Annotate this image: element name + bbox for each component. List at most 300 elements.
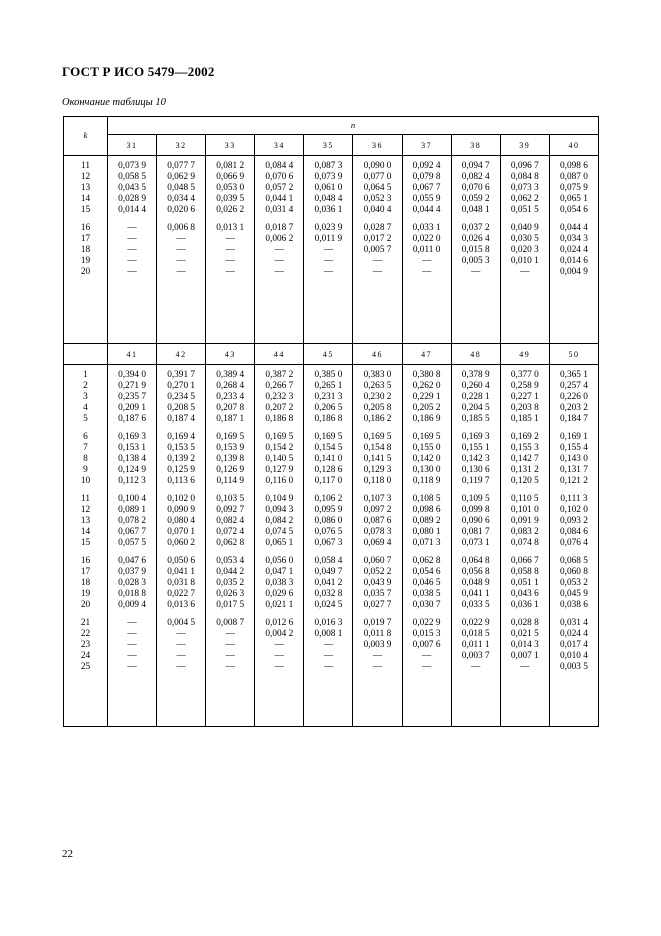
table-cell-value: — (225, 640, 235, 650)
table-cell-value: 0,080 4 (167, 516, 196, 526)
table-cell-value: 0,082 4 (461, 172, 490, 182)
table-cell-value: 0,226 0 (559, 392, 588, 402)
n-header (108, 117, 599, 135)
table-cell-value: — (323, 640, 334, 650)
table-cell-value: — (471, 267, 481, 277)
table-cell-value: 0,041 1 (461, 589, 490, 599)
table-cell-value: 0,007 1 (510, 651, 539, 661)
group-gap (255, 216, 303, 223)
table-cell-value: 0,141 5 (363, 454, 392, 464)
k-value: 16 (80, 223, 91, 233)
n-value-header: 35 (304, 135, 353, 156)
group-gap (403, 549, 451, 556)
table-cell-value: 0,125 9 (167, 465, 196, 475)
group-gap (550, 549, 598, 556)
table-cell-value: — (225, 662, 235, 672)
n-value-header: 43 (206, 344, 255, 365)
table-cell-value: 0,130 6 (461, 465, 490, 475)
table-cell-value: 0,142 7 (510, 454, 539, 464)
table-cell-value: 0,052 2 (363, 567, 392, 577)
table-cell-value: 0,184 7 (559, 414, 588, 424)
table-cell-value: — (127, 234, 137, 244)
table-cell-value: 0,104 9 (265, 494, 294, 504)
table-cell-value: 0,034 3 (559, 234, 588, 244)
group-gap (501, 216, 549, 223)
group-gap (108, 611, 156, 618)
table-cell-value: 0,119 7 (461, 476, 490, 486)
n-value-header: 47 (402, 344, 451, 365)
table-cell-value: 0,003 7 (461, 651, 490, 661)
k-spacer-cell (64, 344, 108, 365)
table-cell-value: 0,186 9 (412, 414, 441, 424)
table-cell-value: 0,142 0 (412, 454, 441, 464)
k-value: 4 (83, 403, 88, 413)
value-column (255, 156, 304, 344)
table-cell-value: — (127, 640, 137, 650)
group-gap (501, 549, 549, 556)
table-cell-value: 0,116 0 (265, 476, 294, 486)
value-column (304, 156, 353, 344)
group-gap (353, 611, 401, 618)
table-cell-value: 0,090 9 (167, 505, 196, 515)
table-cell-value: 0,076 5 (314, 527, 343, 537)
table-cell-value: — (176, 267, 186, 277)
table-cell-value: 0,169 3 (118, 432, 146, 442)
table-cell-value: — (274, 256, 284, 266)
table-cell-value: 0,068 5 (559, 556, 588, 566)
table-cell-value: 0,047 1 (265, 567, 294, 577)
table-cell-value: 0,106 2 (314, 494, 343, 504)
table-cell-value: 0,011 8 (363, 629, 392, 639)
table-cell-value: 0,378 9 (461, 370, 490, 380)
table-cell-value: 0,048 9 (461, 578, 490, 588)
table-cell-value: — (127, 651, 137, 661)
table-cell-value: — (225, 651, 235, 661)
table-cell-value: 0,130 0 (412, 465, 441, 475)
table-cell-value: — (225, 256, 235, 266)
table-cell-value: 0,169 3 (461, 432, 490, 442)
table-cell-value: 0,233 4 (216, 392, 245, 402)
k-value: 6 (83, 432, 88, 442)
table-cell-value: 0,169 5 (412, 432, 441, 442)
table-cell-value: 0,045 9 (559, 589, 588, 599)
table-cell-value: 0,066 7 (510, 556, 539, 566)
k-value: 14 (80, 527, 91, 537)
table-cell-value: 0,155 3 (510, 443, 539, 453)
table-cell-value: 0,153 9 (216, 443, 245, 453)
table-cell-value: 0,098 6 (559, 161, 588, 171)
table-cell-value: 0,024 5 (314, 600, 343, 610)
group-gap (206, 611, 254, 618)
table-cell-value: 0,079 8 (412, 172, 441, 182)
table-cell-value: 0,043 6 (510, 589, 539, 599)
table-cell-value: 0,026 2 (216, 205, 245, 215)
k-value: 9 (83, 465, 88, 475)
table-cell-value: 0,169 5 (363, 432, 392, 442)
group-gap (206, 487, 254, 494)
table-cell-value: 0,037 2 (461, 223, 490, 233)
table-cell-value: 0,070 6 (461, 183, 490, 193)
table-cell-value: 0,154 2 (265, 443, 294, 453)
table-cell-value: 0,048 1 (461, 205, 490, 215)
k-value: 8 (83, 454, 88, 464)
table-cell-value: 0,087 3 (314, 161, 343, 171)
table-cell-value: 0,089 1 (118, 505, 146, 515)
table-cell-value: 0,027 7 (363, 600, 392, 610)
table-cell-value: — (421, 651, 432, 661)
k-value: 24 (80, 651, 91, 661)
table-cell-value: 0,109 5 (461, 494, 490, 504)
table-cell-value: — (176, 256, 186, 266)
table-cell-value: 0,032 8 (314, 589, 343, 599)
table-cell-value: — (372, 651, 383, 661)
table-cell-value: 0,050 6 (167, 556, 196, 566)
table-cell-value: 0,205 2 (412, 403, 441, 413)
n-value-header: 33 (206, 135, 255, 156)
table-cell-value: 0,026 3 (216, 589, 245, 599)
table-cell-value: 0,102 0 (559, 505, 588, 515)
table-cell-value: 0,044 1 (265, 194, 294, 204)
group-gap (255, 425, 303, 432)
group-gap (108, 425, 156, 432)
table-cell-value: 0,022 9 (461, 618, 490, 628)
n-label: n (350, 120, 356, 130)
k-value: 13 (80, 183, 91, 193)
table-cell-value: 0,010 4 (559, 651, 588, 661)
table-cell-value: 0,081 2 (216, 161, 245, 171)
table-cell-value: 0,128 6 (314, 465, 343, 475)
table-cell-value: — (421, 267, 432, 277)
table-cell-value: 0,003 9 (363, 640, 392, 650)
table-cell-value: 0,034 4 (167, 194, 196, 204)
group-gap (206, 425, 254, 432)
table-cell-value: 0,084 2 (265, 516, 294, 526)
table-cell-value: 0,087 0 (559, 172, 588, 182)
table-cell-value: 0,097 2 (363, 505, 392, 515)
table-cell-value: 0,099 8 (461, 505, 490, 515)
table-cell-value: 0,208 5 (167, 403, 196, 413)
group-gap (64, 549, 107, 556)
table-cell-value: 0,035 2 (216, 578, 245, 588)
table-cell-value: 0,062 9 (167, 172, 196, 182)
table-cell-value: 0,092 7 (216, 505, 245, 515)
table-cell-value: — (127, 245, 137, 255)
table-cell-value: 0,036 1 (314, 205, 343, 215)
group-gap (550, 425, 598, 432)
table-cell-value: 0,062 8 (412, 556, 441, 566)
group-gap (452, 216, 500, 223)
table-cell-value: 0,051 5 (510, 205, 539, 215)
table-cell-value: 0,022 0 (412, 234, 441, 244)
table-cell-value: 0,124 9 (118, 465, 146, 475)
table-cell-value: — (520, 662, 530, 672)
table-cell-value: 0,053 0 (216, 183, 245, 193)
table-cell-value: 0,101 0 (510, 505, 539, 515)
table-cell-value: 0,035 7 (363, 589, 392, 599)
table-cell-value: 0,029 6 (265, 589, 294, 599)
table-cell-value: 0,383 0 (363, 370, 392, 380)
table-cell-value: 0,185 1 (510, 414, 539, 424)
table-cell-value: 0,018 7 (265, 223, 294, 233)
table-cell-value: 0,003 5 (559, 662, 588, 672)
group-gap (255, 611, 303, 618)
group-gap (501, 487, 549, 494)
table-cell-value: 0,048 5 (167, 183, 196, 193)
table-cell-value: — (274, 245, 284, 255)
table-cell-value: 0,112 3 (118, 476, 146, 486)
table-cell-value: 0,169 5 (265, 432, 294, 442)
table-cell-value: 0,074 8 (510, 538, 539, 548)
table-cell-value: 0,036 1 (510, 600, 539, 610)
table-cell-value: 0,207 8 (216, 403, 245, 413)
k-value: 19 (80, 256, 91, 266)
table-cell-value: 0,186 8 (314, 414, 343, 424)
table-cell-value: 0,169 1 (559, 432, 588, 442)
table-cell-value: 0,057 5 (118, 538, 146, 548)
table-cell-value: 0,080 1 (412, 527, 441, 537)
table-cell-value: 0,028 3 (118, 578, 146, 588)
n-header-row (64, 117, 599, 135)
table-cell-value: 0,187 1 (216, 414, 245, 424)
table-cell-value: 0,048 4 (314, 194, 343, 204)
group-gap (157, 216, 205, 223)
table-cell-value: 0,127 9 (265, 465, 294, 475)
table-cell-value: 0,096 7 (510, 161, 539, 171)
table-cell-value: 0,009 4 (118, 600, 146, 610)
n-value-header: 48 (451, 344, 500, 365)
table-cell-value: 0,187 4 (167, 414, 196, 424)
table-cell-value: 0,141 0 (314, 454, 343, 464)
table-cell-value: 0,005 3 (461, 256, 490, 266)
block1-values-row (64, 156, 599, 344)
group-gap (452, 549, 500, 556)
table-cell-value: 0,131 7 (559, 465, 588, 475)
table-cell-value: 0,206 5 (314, 403, 343, 413)
table-cell-value: 0,086 0 (314, 516, 343, 526)
table-cell-value: 0,081 7 (461, 527, 490, 537)
table-cell-value: 0,043 5 (118, 183, 146, 193)
table-cell-value: — (471, 662, 481, 672)
table-cell-value: 0,061 0 (314, 183, 343, 193)
value-column (304, 365, 353, 727)
group-gap (452, 425, 500, 432)
table-cell-value: 0,209 1 (118, 403, 146, 413)
table-cell-value: 0,077 0 (363, 172, 392, 182)
table-cell-value: 0,062 8 (216, 538, 245, 548)
table-cell-value: 0,117 0 (314, 476, 343, 486)
value-column (451, 365, 500, 727)
table-cell-value: 0,053 4 (216, 556, 245, 566)
table-cell-value: 0,044 4 (559, 223, 588, 233)
table-cell-value: 0,013 1 (216, 223, 245, 233)
table-cell-value: 0,039 5 (216, 194, 245, 204)
table-cell-value: 0,092 4 (412, 161, 441, 171)
table-cell-value: 0,014 6 (559, 256, 588, 266)
group-gap (304, 487, 352, 494)
table-cell-value: — (127, 662, 137, 672)
table-cell-value: 0,057 2 (265, 183, 294, 193)
table-cell-value: 0,084 4 (265, 161, 294, 171)
table-cell-value: 0,229 1 (412, 392, 441, 402)
table-cell-value: 0,065 1 (559, 194, 588, 204)
table-cell-value: 0,380 8 (412, 370, 441, 380)
table-cell-value: 0,004 2 (265, 629, 294, 639)
value-column (500, 156, 549, 344)
table-cell-value: 0,078 2 (118, 516, 146, 526)
group-gap (403, 611, 451, 618)
group-gap (403, 425, 451, 432)
group-gap (452, 611, 500, 618)
k-value: 21 (80, 618, 91, 628)
table-cell-value: 0,053 2 (559, 578, 588, 588)
table-cell-value: 0,012 6 (265, 618, 294, 628)
table-cell-value: 0,075 9 (559, 183, 588, 193)
table-cell-value: — (274, 640, 284, 650)
table-cell-value: 0,006 8 (167, 223, 196, 233)
table-cell-value: 0,203 2 (559, 403, 588, 413)
k-value: 10 (80, 476, 91, 486)
n-value-header: 36 (353, 135, 402, 156)
table-cell-value: 0,121 2 (559, 476, 588, 486)
table-cell-value: — (323, 245, 334, 255)
n-value-header: 31 (108, 135, 157, 156)
table-cell-value: — (127, 256, 137, 266)
k-value: 18 (80, 245, 91, 255)
value-column (157, 365, 206, 727)
group-gap (550, 611, 598, 618)
table-cell-value: 0,082 4 (216, 516, 245, 526)
table-cell-value: 0,021 5 (510, 629, 539, 639)
table-cell-value: 0,262 0 (412, 381, 441, 391)
table-cell-value: 0,083 2 (510, 527, 539, 537)
n-value-header: 38 (451, 135, 500, 156)
table-cell-value: — (176, 640, 186, 650)
k-value: 11 (81, 494, 90, 504)
table-cell-value: 0,017 2 (363, 234, 392, 244)
group-gap (353, 216, 401, 223)
table-cell-value: 0,118 9 (412, 476, 441, 486)
table-cell-value: — (323, 662, 334, 672)
table-cell-value: 0,266 7 (265, 381, 294, 391)
group-gap (206, 216, 254, 223)
table-cell-value: — (225, 629, 235, 639)
table-cell-value: 0,067 7 (118, 527, 146, 537)
table-cell-value: 0,064 8 (461, 556, 490, 566)
table-cell-value: 0,203 8 (510, 403, 539, 413)
k-value: 13 (80, 516, 91, 526)
table-cell-value: 0,037 9 (118, 567, 146, 577)
table-cell-value: 0,154 8 (363, 443, 392, 453)
table-cell-value: 0,005 7 (363, 245, 392, 255)
k-value: 20 (80, 267, 91, 277)
table-cell-value: 0,095 9 (314, 505, 343, 515)
table-cell-value: 0,169 5 (216, 432, 245, 442)
table-cell-value: — (127, 223, 137, 233)
table-cell-value: 0,038 5 (412, 589, 441, 599)
table-cell-value: 0,041 2 (314, 578, 343, 588)
value-column (402, 156, 451, 344)
table-cell-value: — (323, 256, 334, 266)
table-cell-value: 0,187 6 (118, 414, 146, 424)
n-value-header: 40 (549, 135, 598, 156)
table-cell-value: 0,040 4 (363, 205, 392, 215)
table-cell-value: 0,154 5 (314, 443, 343, 453)
table-cell-value: 0,030 7 (412, 600, 441, 610)
n-value-header: 49 (500, 344, 549, 365)
group-gap (157, 425, 205, 432)
document-title: ГОСТ Р ИСО 5479—2002 (62, 64, 215, 79)
table-cell-value: 0,019 7 (363, 618, 392, 628)
table-cell-value: 0,142 3 (461, 454, 490, 464)
group-gap (304, 611, 352, 618)
table-cell-value: 0,054 6 (412, 567, 441, 577)
k-value: 15 (80, 205, 91, 215)
k-value: 25 (80, 662, 91, 672)
table-cell-value: 0,377 0 (510, 370, 539, 380)
table-cell-value: 0,169 5 (314, 432, 343, 442)
table-cell-value: 0,031 4 (559, 618, 588, 628)
table-cell-value: 0,013 6 (167, 600, 196, 610)
table-cell-value: 0,044 2 (216, 567, 245, 577)
k-value: 23 (80, 640, 91, 650)
table-cell-value: 0,271 9 (118, 381, 146, 391)
group-gap (353, 549, 401, 556)
k-column (64, 365, 108, 727)
table-cell-value: — (127, 629, 137, 639)
table-cell-value: 0,260 4 (461, 381, 490, 391)
table-cell-value: 0,059 2 (461, 194, 490, 204)
group-gap (403, 216, 451, 223)
table-cell-value: 0,033 5 (461, 600, 490, 610)
table-cell-value: — (274, 651, 284, 661)
group-gap (157, 487, 205, 494)
table-cell-value: 0,073 1 (461, 538, 490, 548)
table-cell-value: 0,018 5 (461, 629, 490, 639)
page-number: 22 (62, 848, 73, 860)
group-gap (157, 611, 205, 618)
table-cell-value: 0,234 5 (167, 392, 196, 402)
value-column (108, 156, 157, 344)
group-gap (403, 487, 451, 494)
table-cell-value: 0,110 5 (511, 494, 539, 504)
table-cell-value: 0,270 1 (167, 381, 196, 391)
table-cell-value: 0,067 7 (412, 183, 441, 193)
table-cell-value: 0,138 4 (118, 454, 146, 464)
group-gap (353, 425, 401, 432)
table-cell-value: 0,023 9 (314, 223, 343, 233)
table-cell-value: — (225, 234, 235, 244)
table-cell-value: 0,058 5 (118, 172, 146, 182)
table-cell-value: 0,058 8 (510, 567, 539, 577)
table-cell-value: 0,076 4 (559, 538, 588, 548)
table-cell-value: 0,004 5 (167, 618, 196, 628)
table-cell-value: — (372, 256, 383, 266)
table-cell-value: 0,020 6 (167, 205, 196, 215)
table-cell-value: 0,056 0 (265, 556, 294, 566)
table-cell-value: 0,258 9 (510, 381, 539, 391)
k-value: 15 (80, 538, 91, 548)
group-gap (108, 216, 156, 223)
table-cell-value: — (176, 234, 186, 244)
group-gap (157, 549, 205, 556)
table-cell-value: 0,394 0 (118, 370, 146, 380)
table-cell-value: 0,073 3 (510, 183, 539, 193)
table-cell-value: 0,093 2 (559, 516, 588, 526)
value-column (353, 156, 402, 344)
table-cell-value: — (520, 267, 530, 277)
group-gap (64, 487, 107, 494)
table-cell-value: 0,131 2 (510, 465, 539, 475)
